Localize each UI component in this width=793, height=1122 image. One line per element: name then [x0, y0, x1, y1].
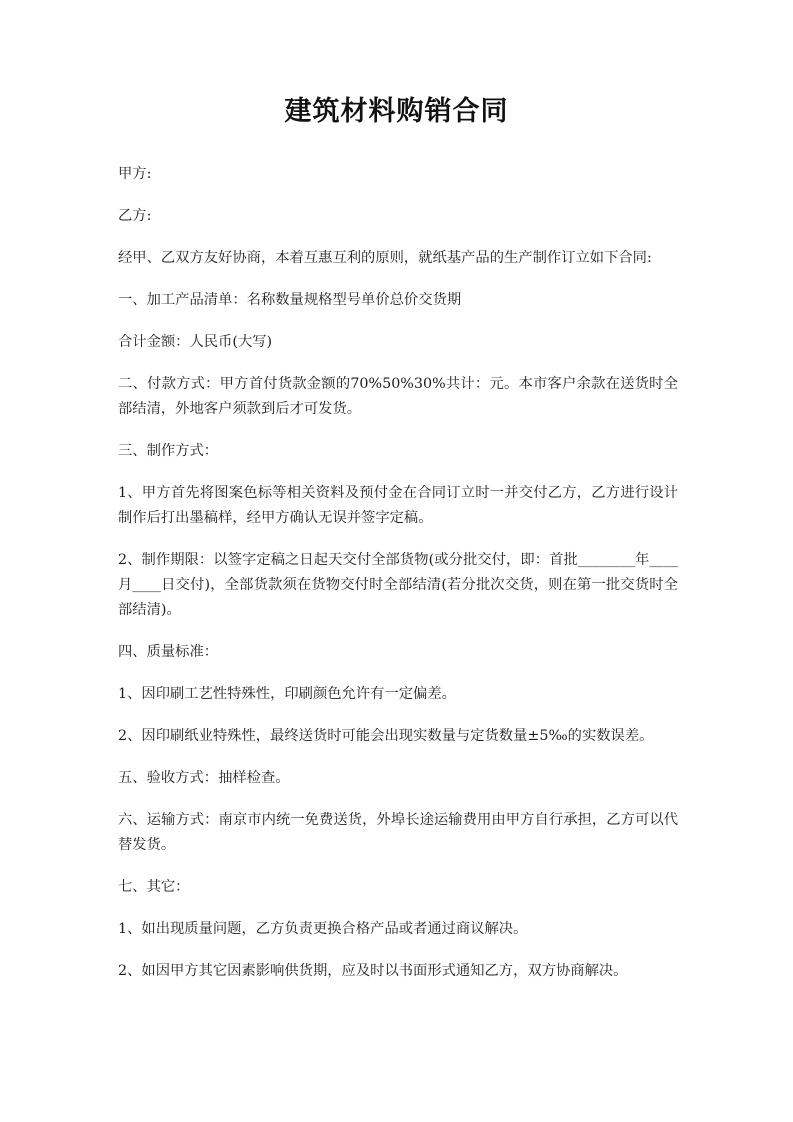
contract-body: [118, 162, 678, 1001]
section-7-item-1: 1、如出现质量问题，乙方负责更换合格产品或者通过商议解决。: [118, 921, 528, 937]
section-4-heading: 四、质量标准：: [118, 644, 219, 660]
section-4-item-2: 2、因印刷纸业特殊性，最终送货时可能会出现实数量与定货数量±5‰的实数误差。: [118, 728, 654, 744]
section-2-payment: 二、付款方式：甲方首付货款金额的70%50%30%共计：元。本市客户余款在送货时全部结清，外地客户须款到后才可发货。: [118, 376, 678, 417]
party-a-line: 甲方:: [118, 166, 152, 182]
section-7-heading: 七、其它：: [118, 879, 190, 895]
section-3-item-1: 1、甲方首先将图案色标等相关资料及预付金在合同订立时一并交付乙方，乙方进行设计制作后打出墨稿样，经甲方确认无误并签字定稿。: [118, 485, 678, 526]
section-5-inspection: 五、验收方式：抽样检查。: [118, 770, 290, 786]
section-6-transport: 六、运输方式：南京市内统一免费送货，外埠长途运输费用由甲方自行承担，乙方可以代替发货。: [118, 812, 678, 853]
document-title: 建筑材料购销合同: [284, 96, 509, 127]
total-amount-line: 合计金额：人民币(大写): [118, 334, 273, 350]
section-1-product-list: 一、加工产品清单：名称数量规格型号单价总价交货期: [118, 292, 462, 308]
section-7-item-2: 2、如因甲方其它因素影响供货期，应及时以书面形式通知乙方，双方协商解决。: [118, 963, 628, 979]
section-3-heading: 三、制作方式：: [118, 443, 219, 459]
section-3-item-2: 2、制作期限：以签字定稿之日起天交付全部货物(或分批交付，即：首批________年____月____日交付)，全部货款须在货物交付时全部结清(若分批次交货，则在第一批交货时全部结清)。: [118, 552, 678, 618]
preamble-paragraph: 经甲、乙双方友好协商，本着互惠互利的原则，就纸基产品的生产制作订立如下合同:: [118, 250, 652, 266]
section-4-item-1: 1、因印刷工艺性特殊性，印刷颜色允许有一定偏差。: [118, 686, 456, 702]
party-b-line: 乙方:: [118, 208, 152, 224]
